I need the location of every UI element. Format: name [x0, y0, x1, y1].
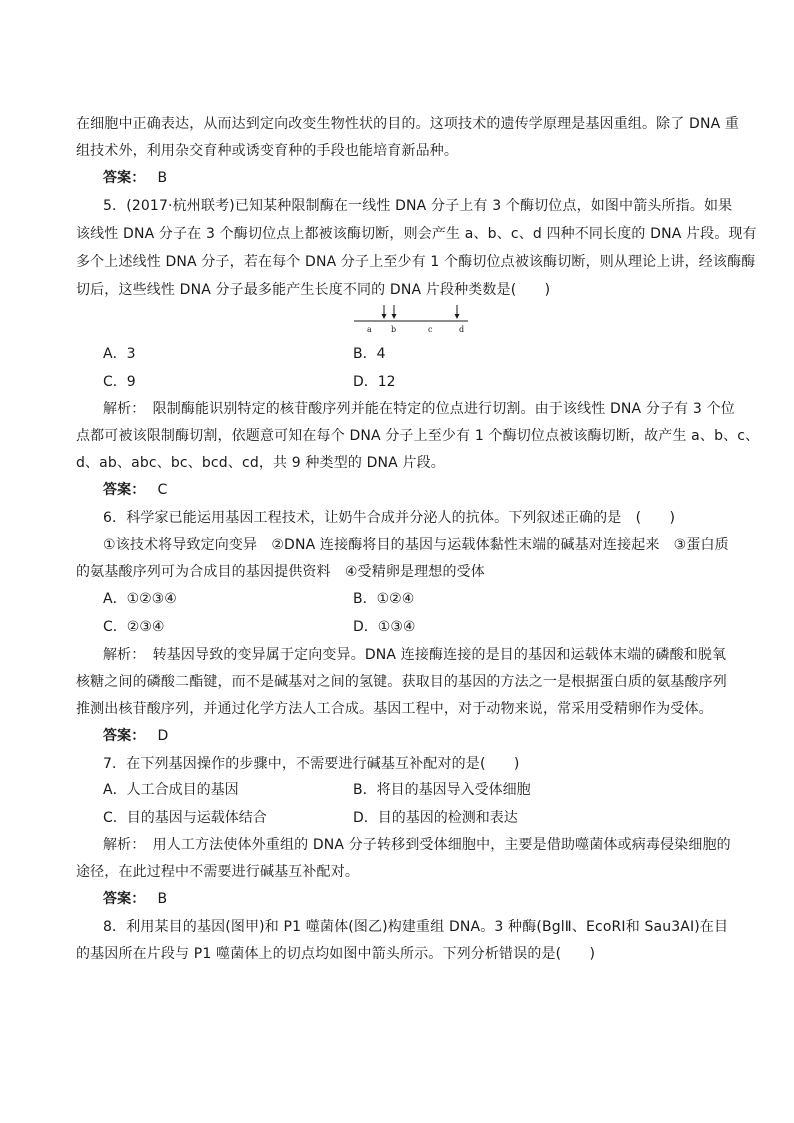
dna-cut-site-diagram — [350, 301, 480, 337]
option-d: D．目的基因的检测和表达 — [353, 810, 518, 826]
question-7-stem: 7．在下列基因操作的步骤中，不需要进行碱基互补配对的是( ) — [103, 756, 520, 772]
option-d: D．12 — [353, 374, 396, 390]
answer-value: C — [157, 482, 168, 498]
explanation-7: 解析： 用人工方法使体外重组的 DNA 分子转移到受体细胞中，主要是借助噬菌体或病毒侵染细胞的 — [103, 837, 731, 853]
text-line: 核糖之间的磷酸二酯键，而不是碱基对之间的氢键。获取目的基因的方法之一是根据蛋白质的氨基酸序列 — [76, 674, 727, 690]
answer-label: 答案： — [103, 891, 146, 907]
option-c: C．②③④ — [103, 619, 165, 635]
explanation-6: 解析： 转基因导致的变异属于定向变异。DNA 连接酶连接的是目的基因和运载体末端的磷酸和脱氧 — [103, 647, 727, 663]
text-line: 在细胞中正确表达，从而达到定向改变生物性状的目的。这项技术的遗传学原理是基因重组。除了 DNA 重 — [76, 116, 740, 132]
question-8-stem: 8．利用某目的基因(图甲)和 P1 噬菌体(图乙)构建重组 DNA。3 种酶(BglⅡ、EcoRⅠ和 Sau3AⅠ)在目 — [103, 919, 729, 935]
option-a: A．3 — [103, 346, 136, 362]
cut-arrow-2 — [392, 305, 397, 319]
question-5-stem: 5．(2017·杭州联考)已知某种限制酶在一线性 DNA 分子上有 3 个酶切位点，如图中箭头所指。如果 — [103, 198, 733, 214]
answer-label: 答案： — [103, 170, 146, 186]
fragment-label-d: d — [459, 325, 465, 334]
answer-label: 答案： — [103, 482, 146, 498]
cut-arrow-3 — [455, 305, 460, 319]
text-line: 的氨基酸序列可为合成目的基因提供资料 ④受精卵是理想的受体 — [76, 564, 485, 580]
answer-line — [103, 480, 167, 500]
option-b: B．4 — [353, 346, 386, 362]
text-line: 切后，这些线性 DNA 分子最多能产生长度不同的 DNA 片段种类数是( ) — [76, 282, 551, 298]
text-line: d、ab、abc、bc、bcd、cd，共 9 种类型的 DNA 片段。 — [76, 455, 445, 471]
text-line: 途径，在此过程中不需要进行碱基互补配对。 — [76, 864, 359, 880]
answer-line — [103, 168, 167, 188]
fragment-label-b: b — [391, 325, 397, 334]
fragment-label-c: c — [428, 325, 433, 334]
option-c: C．目的基因与运载体结合 — [103, 810, 267, 826]
text-line: 点都可被该限制酶切割，依题意可知在每个 DNA 分子上至少有 1 个酶切位点被该酶切断，故产生 a、b、c、 — [76, 428, 760, 444]
option-b: B．将目的基因导入受体细胞 — [353, 782, 531, 798]
answer-line — [103, 889, 167, 909]
option-c: C．9 — [103, 374, 136, 390]
answer-label: 答案： — [103, 728, 146, 744]
answer-value: B — [157, 891, 168, 907]
text-line: 该线性 DNA 分子在 3 个酶切位点上都被该酶切断，则会产生 a、b、c、d 四种不同长度的 DNA 片段。现有 — [76, 226, 757, 242]
option-d: D．①③④ — [353, 619, 416, 635]
text-line: 的基因所在片段与 P1 噬菌体上的切点均如图中箭头所示。下列分析错误的是( ) — [76, 946, 596, 962]
answer-line — [103, 726, 168, 746]
explanation-5: 解析： 限制酶能识别特定的核苷酸序列并能在特定的位点进行切割。由于该线性 DNA 分子有 3 个位 — [103, 401, 735, 417]
text-line: ①该技术将导致定向变异 ②DNA 连接酶将目的基因与运载体黏性末端的碱基对连接起来 ③蛋白质 — [103, 537, 729, 553]
answer-value: B — [157, 170, 168, 186]
option-b: B．①②④ — [353, 591, 415, 607]
text-line: 推测出核苷酸序列，并通过化学方法人工合成。基因工程中，对于动物来说，常采用受精卵作为受体。 — [76, 701, 713, 717]
question-6-stem: 6．科学家已能运用基因工程技术，让奶牛合成并分泌人的抗体。下列叙述正确的是 ( ) — [103, 510, 676, 526]
text-line: 组技术外，利用杂交育种或诱变育种的手段也能培育新品种。 — [76, 143, 459, 159]
cut-arrow-1 — [382, 305, 387, 319]
text-line: 多个上述线性 DNA 分子，若在每个 DNA 分子上至少有 1 个酶切位点被该酶切断，则从理论上讲，经该酶酶 — [76, 254, 756, 270]
answer-value: D — [157, 728, 169, 744]
option-a: A．①②③④ — [103, 591, 177, 607]
option-a: A．人工合成目的基因 — [103, 782, 239, 798]
fragment-label-a: a — [367, 325, 372, 334]
